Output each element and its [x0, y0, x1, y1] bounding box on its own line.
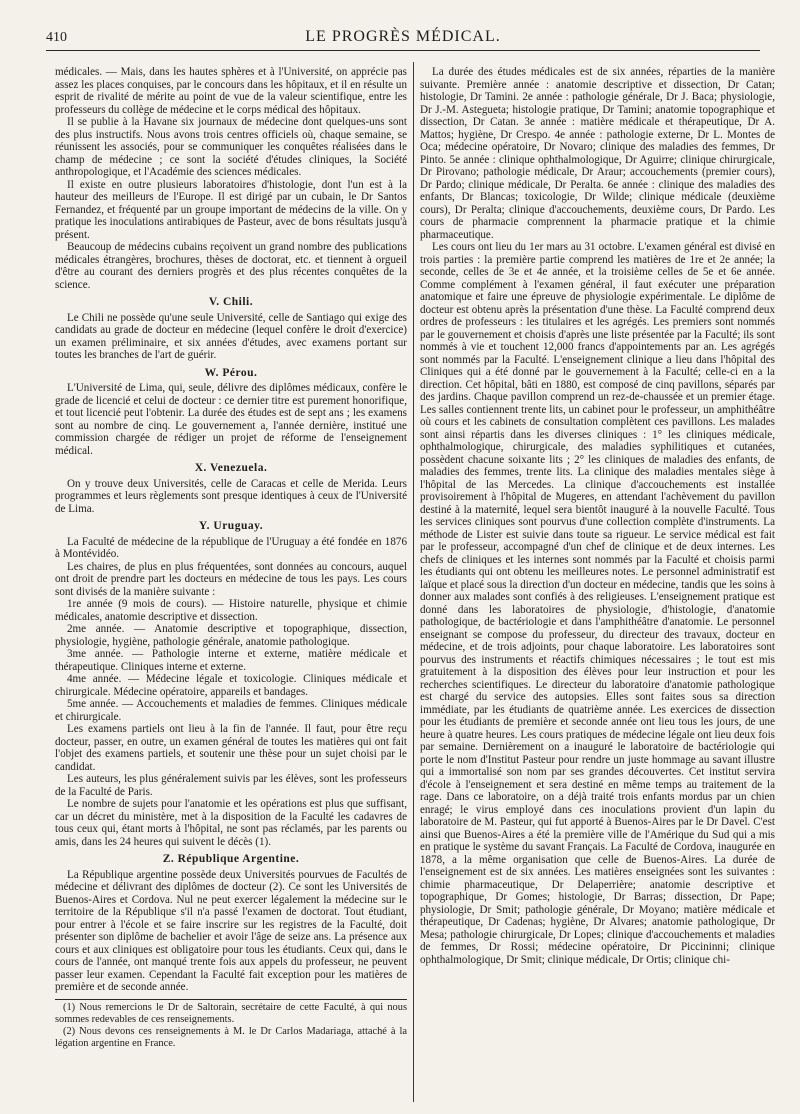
paragraph: Les cours ont lieu du 1er mars au 31 octobre. L'examen général est divisé en trois parties : la première partie comprend les matières de 1re et 2e année; la seconde, celles de 3e et 4e année, et la troisième celles de 5e et 6e année. Comme complément à l'examen général, il faut exécuter une préparation anatomique et faire une épreuve de physiologie expérimentale. Le diplôme de docteur est obtenu après la présentation d'une thèse. La Faculté comprend deux ordres de professeurs : les titulaires et les agrégés. Les premiers sont nommés par le gouvernement et choisis d'après une liste présentée par la Faculté; ils sont nommés à vie et touchent 12,000 francs d'appointements par an. Les agrégés sont nommés par la Faculté. L'enseignement clinique a lieu dans l'hôpital des Cliniques qui a été donné par le gouvernement à la Faculté; celle-ci en a la direction. Cet hôpital, bâti en 1880, est composé de cinq pavillons, séparés par des jardins. Chaque pavillon comprend un rez-de-chaussée et un premier étage. Les salles contiennent trente lits, un cabinet pour le professeur, un amphithéâtre où cours et les cabinets de consultation complètent ces pavillons. Les malades sont ainsi répartis dans les diverses cliniques : 1° les cliniques médicale, ophthalmologique, chirurgicale, des maladies syphilitiques et cutanées, possèdent chacune soixante lits ; 2° les cliniques de maladies des enfants, de maladies des femmes, trente lits. La clinique des maladies mentales siège à l'hôpital de las Mercedes. La clinique d'accouchements est installée provisoirement à l'hôpital de Mugeres, en attendant l'achèvement du pavillon destiné à la maternité, lequel sera bientôt inauguré à la nouvelle Faculté. Tous les services cliniques sont pourvus d'une collection complète d'instruments. La méthode de Lister est suivie dans toute sa rigueur. Le service médical est fait par le professeur, accompagné d'un chef de clinique et de deux internes. Les chefs de cliniques et les internes sont nommés par la Faculté et choisis parmi les étudiants qui ont obtenu les meilleures notes. Le personnel administratif est laïque et placé sous la direction d'un docteur en médecine, tandis que les soins à donner aux malades sont confiés à des religieuses. L'enseignement pratique est donné dans les laboratoires de physiologie, d'histologie, d'anatomie pathologique, de bactériologie et dans l'amphithéâtre d'anatomie. Le personnel enseignant se compose du professeur, du directeur des travaux, docteur en médecine, et de trois adjoints, pour chaque laboratoire. Les laboratoires sont pourvus des instruments et réactifs chimiques nécessaires ; le tout est mis gratuitement à la disposition des élèves pour leur instruction et pour les recherches scientifiques. Le directeur du laboratoire d'anatomie pathologique est chargé du service des autopsies. Elles sont faites sous sa direction immédiate, par les étudiants de quatrième année. Les exercices de dissection pour les étudiants de première et seconde année ont lieu tous les jours, de une heure à quatre heures. Les cours pratiques de médecine légale ont lieu deux fois par semaine. Dernièrement on a inauguré le laboratoire de bactériologie qui porte le nom d'Institut Pasteur pour rendre un juste hommage au savant illustre qui a immortalisé son nom par ses grandes découvertes. Cet institut servira d'école à l'enseignement et sera destiné en même temps au traitement de la rage. Dans ce laboratoire, on a déjà traité trois enfants mordus par un chien enragé; le virus employé dans ces inoculations provient d'un lapin du laboratoire de M. Pasteur, qui fut apporté à Buenos-Aires par le Dr Davel. C'est ainsi que Buenos-Aires a été la première ville de l'Amérique du Sud qui a mis en pratique le système du savant Français. La Faculté de Cordova, inaugurée en 1878, a la même organisation que celle de Buenos-Aires. La durée de l'enseignement est de six années. Les matières enseignées sont les suivantes : chimie pharmaceutique, Dr Delaperrière; anatomie descriptive et topographique, Dr Gomes; histologie, Dr Barras; dissection, Dr Pape; physiologie, Dr Smit; pathologie générale, Dr Moyano; matière médicale et thérapeutique, Dr Cadenas; hygiène, Dr Alvares; anatomie pathologique, Dr Mesa; pathologie chirurgicale, Dr Lopes; clinique d'accouchements et maladies de femmes, Dr Rossi; médecine opératoire, Dr Piccininni; clinique ophthalmologique, Dr Smit; clinique médicale, Dr Ortis; clinique chi- [420, 241, 775, 966]
right-column [420, 66, 775, 966]
paragraph: 1re année (9 mois de cours). — Histoire naturelle, physique et chimie médicales, anatomie descriptive et dissection. [55, 598, 407, 623]
footnote: (1) Nous remercions le Dr de Saltorain, secrétaire de cette Faculté, à qui nous sommes redevables de ces renseignements. [55, 1002, 407, 1026]
paragraph: La Faculté de médecine de la république de l'Uruguay a été fondée en 1876 à Montévidéo. [55, 535, 407, 560]
paragraph: La République argentine possède deux Universités pourvues de Facultés de médecine et délivrant des diplômes de docteur (2). Ce sont les Universités de Buenos-Aires et Cordova. Nul ne peut exercer légalement la médecine sur le territoire de la République s'il n'a passé l'examen de doctorat. Tout étudiant, pour entrer à l'école et se faire inscrire sur les registres de la Faculté, doit présenter son diplôme de bachelier et avoir l'âge de seize ans. La présence aux cours et aux cliniques est obligatoire pour tous les étudiants. Ceux qui, dans le cours de l'année, ont manqué trente fois aux appels du professeur, ne peuvent passer leur examen. Cependant la Faculté fait exception pour les matières de première et de seconde année. [55, 868, 407, 993]
paragraph: 4me année. — Médecine légale et toxicologie. Cliniques médicale et chirurgicale. Médecine opératoire, appareils et bandages. [55, 673, 407, 698]
section-heading-chili: V. Chili. [208, 296, 254, 308]
paragraph: Les examens partiels ont lieu à la fin de l'année. Il faut, pour être reçu docteur, passer, en outre, un examen général de toutes les matières qui ont fait l'objet des examens partiels, et soutenir une thèse pour un sujet choisi par le candidat. [55, 723, 407, 773]
column-divider [413, 62, 414, 1102]
page-number: 410 [46, 30, 67, 45]
paragraph: Les chaires, de plus en plus fréquentées, sont données au concours, auquel ont droit de prendre part les docteurs en médecine de tous les pays. Les cours sont divisés de la manière suivante : [55, 560, 407, 598]
paragraph: 2me année. — Anatomie descriptive et topographique, dissection, physiologie, hygiène, pathologie générale, anatomie pathologique. [55, 623, 407, 648]
left-column [55, 66, 407, 1049]
paragraph: On y trouve deux Universités, celle de Caracas et celle de Merida. Leurs programmes et leurs règlements sont presque identiques à ceux de l'Université de Lima. [55, 477, 407, 515]
paragraph: Le Chili ne possède qu'une seule Université, celle de Santiago qui exige des candidats au grade de docteur en médecine (lequel confère le droit d'exercice) un examen préliminaire, et six années d'études, avec examens portant sur toutes les branches de l'art de guérir. [55, 311, 407, 361]
page-header [46, 24, 760, 51]
paragraph: 5me année. — Accouchements et maladies de femmes. Cliniques médicale et chirurgicale. [55, 698, 407, 723]
section-heading-argentine: Z. République Argentine. [162, 853, 300, 865]
section-heading-venezuela: X. Venezuela. [194, 462, 268, 474]
running-title: LE PROGRÈS MÉDICAL. [305, 28, 501, 45]
footnote-rule [55, 999, 407, 1000]
paragraph: Il se publie à la Havane six journaux de médecine dont quelques-uns sont des plus instructifs. Nous avons trois centres officiels où, chaque semaine, se réunissent les associés, pour se communiquer les conquêtes réalisées dans le champ de médecine ; ce sont la société d'études cliniques, la Société anthropologique, et l'Académie des sciences médicales. [55, 116, 407, 178]
paragraph: Le nombre de sujets pour l'anatomie et les opérations est plus que suffisant, car un décret du ministère, met à la disposition de la Faculté les cadavres de tous ceux qui, étant morts à l'hôpital, ne sont pas réclamés, par les parents ou amis, dans les 24 heures qui suivent le décès (1). [55, 798, 407, 848]
paragraph: Il existe en outre plusieurs laboratoires d'histologie, dont l'un est à la hauteur des meilleurs de l'Europe. Il est dirigé par un cubain, le Dr Santos Fernandez, et fréquenté par un groupe important de médecins de la ville. On y pratique les inoculations antirabiques de Pasteur, avec de bons résultats jusqu'à présent. [55, 178, 407, 241]
section-heading-perou: W. Pérou. [204, 366, 258, 379]
paragraph: 3me année. — Pathologie interne et externe, matière médicale et thérapeutique. Cliniques interne et externe. [55, 648, 407, 673]
paragraph: Beaucoup de médecins cubains reçoivent un grand nombre des publications médicales étrangères, brochures, thèses de doctorat, etc. et tiennent à orgueil d'être au courant des derniers progrès et des plus récentes conquêtes de la science. [55, 241, 407, 291]
section-heading-uruguay: Y. Uruguay. [198, 520, 264, 532]
paragraph: La durée des études médicales est de six années, réparties de la manière suivante. Première année : anatomie descriptive et dissection, Dr Catan; histologie, Dr Tamini. 2e année : pathologie générale, Dr J. Baca; physiologie, Dr J.-M. Astegueta; histologie pratique, Dr Tamini; anatomie topographique et dissection, Dr Catan. 3e année : matière médicale et thérapeutique, Dr A. Mattos; hygiène, Dr Crespo. 4e année : pathologie externe, Dr L. Montes de Oca; médecine opératoire, Dr Novaro; clinique des maladies des femmes, Dr Pinto. 5e année : clinique ophthalmologique, Dr Aguirre; clinique chirurgicale, Dr Pirovano; pathologie médicale, Dr Araur; accouchements (premier cours), Dr Pardo; clinique médicale, Dr Peralta. 6e année : clinique des maladies des enfants, Dr Blancas; toxicologie, Dr Wilde; clinique médicale (deuxième cours), Dr Peralta; clinique d'accouchements, deuxième cours, Dr Pardo. Les cours de pharmacie comprennent la pharmacie pratique et la chimie pharmaceutique. [420, 66, 775, 241]
paragraph: Les auteurs, les plus généralement suivis par les élèves, sont les professeurs de la Faculté de Paris. [55, 773, 407, 798]
footnotes [55, 1002, 407, 1049]
intro-section [55, 66, 407, 291]
footnote: (2) Nous devons ces renseignements à M. le Dr Carlos Madariaga, attaché à la légation argentine en France. [55, 1025, 407, 1049]
paragraph: médicales. — Mais, dans les hautes sphères et à l'Université, on apprécie pas assez les places conquises, par le concours dans les hôpitaux, et il en résulte un esprit de rivalité de mérite au point de vue de la valeur scientifique, entre les professeurs du collège de médecine et le corps médical des hôpitaux. [55, 66, 407, 116]
paragraph: L'Université de Lima, qui, seule, délivre des diplômes médicaux, confère le grade de licencié et celui de docteur : ce dernier titre est purement honorifique, et tout licencié peut l'obtenir. La durée des études est de sept ans ; les examens sont au nombre de cinq. Le gouvernement a, l'année dernière, institué une commission chargée de rédiger un projet de réforme de l'enseignement médical. [55, 382, 407, 457]
